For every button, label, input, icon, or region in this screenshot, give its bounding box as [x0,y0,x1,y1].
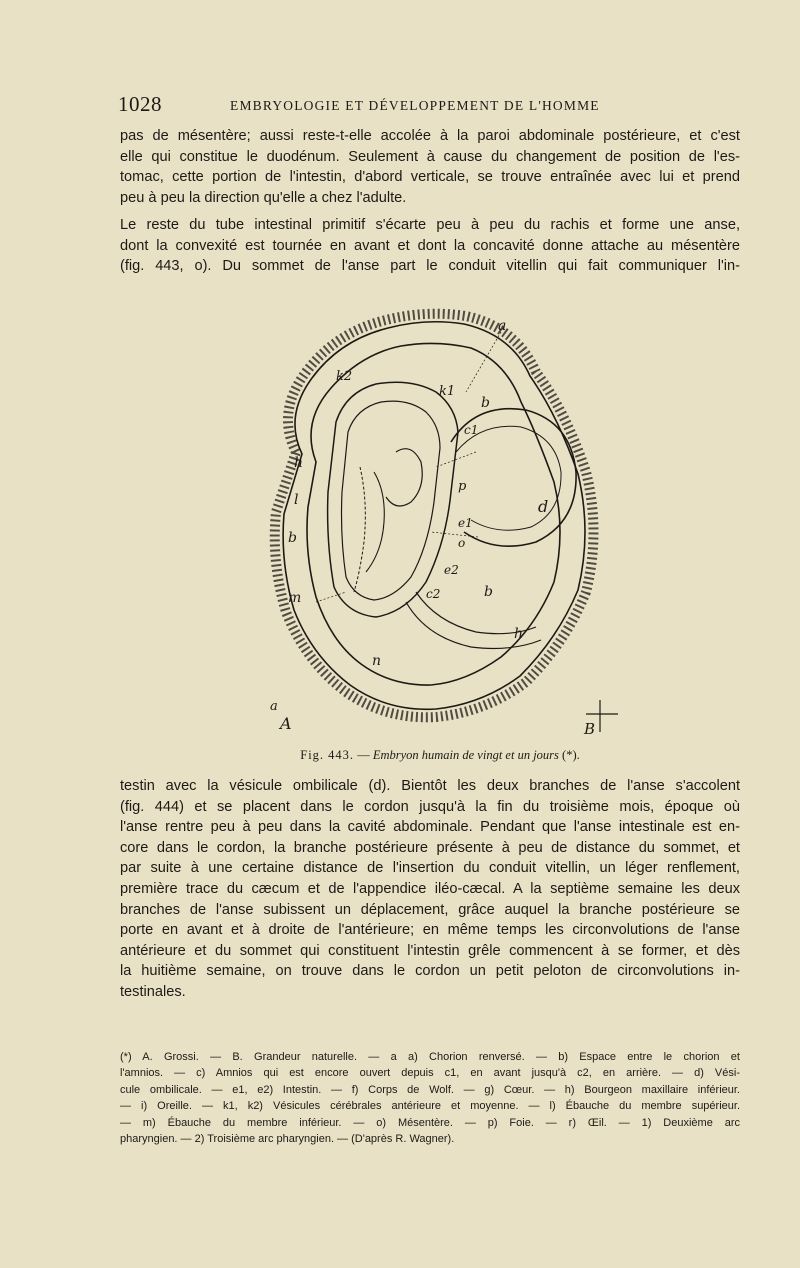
running-title: EMBRYOLOGIE ET DÉVELOPPEMENT DE L'HOMME [230,98,600,113]
footnote-line: pharyngien. — 2) Troisième arc pharyngien. — (D'après R. Wagner). [120,1133,455,1146]
text-line: pas de mésentère; aussi reste-t-elle accolée à la paroi abdominale postérieure, et c'est [120,128,740,144]
label-a-bottom: a [270,699,278,714]
text-line: par suite à une certaine distance de l'insertion du conduit vitellin, un léger renflement, [120,860,740,877]
label-n: n [372,653,382,669]
text-line: Le reste du tube intestinal primitif s'écarte peu à peu du rachis et forme une anse, [120,217,740,233]
label-m: m [288,590,302,606]
embryo-illustration [236,292,636,747]
footnote-line: l'amnios. — c) Amnios qui est encore ouvert depuis c1, en avant jusqu'à c2, en arrière. — d) Vési- [120,1067,740,1080]
label-l: l [294,492,299,508]
footnote-line: cule ombilicale. — e1, e2) Intestin. — f) Corps de Wolf. — g) Cœur. — h) Bourgeon maxillaire inférieur. [120,1083,740,1096]
label-h-right: h [514,626,524,642]
label-h-left: h [294,455,304,471]
caption-dash: — [357,748,370,762]
text-line: porte en avant et à droite de l'antérieure; en même temps les circonvolutions de l'anse [120,922,740,939]
paragraph-3 [120,776,740,1003]
embryo-figure [236,292,636,747]
page-number: 1028 [118,92,162,116]
figure-footnote [120,1049,740,1147]
text-line: testin avec la vésicule ombilicale (d). Bientôt les deux branches de l'anse s'accolent [120,778,740,794]
label-b-lower: b [484,584,493,600]
label-a-top: a [498,318,507,334]
label-A: A [280,714,292,733]
caption-title: Embryon humain de vingt et un jours [372,748,559,762]
text-line: dont la convexité est tournée en avant et dont la concavité donne attache au mésentère [120,237,740,254]
footnote-line: (*) A. Grossi. — B. Grandeur naturelle. — a a) Chorion renversé. — b) Espace entre le chorion et [120,1051,740,1063]
text-line: antérieure et du sommet qui constituent l'intestin grêle commencent à se former, et dès [120,942,740,959]
embryo-body [342,401,441,600]
label-p: p [458,479,467,494]
caption-label: Fig. 443. [300,748,355,762]
text-line: (fig. 443, o). Du sommet de l'anse part le conduit vitellin qui fait communiquer l'in- [120,258,740,275]
paragraph-1 [120,126,740,208]
spine-line [366,472,384,572]
text-line: première trace du cæcum et de l'appendice iléo-cæcal. A la septième semaine les deux [120,880,740,897]
text-line: branches de l'anse subissent un déplacement, grâce auquel la branche postérieure se [120,901,740,918]
footnote-line: — i) Oreille. — k1, k2) Vésicules cérébrales antérieure et moyenne. — l) Ébauche du membre supérieur. [120,1100,740,1113]
label-k1: k1 [439,384,456,399]
running-head [118,90,738,118]
label-e2: e2 [444,563,459,577]
text-line: testinales. [120,983,186,1000]
footnote-line: — m) Ébauche du membre inférieur. — o) Mésentère. — p) Foie. — r) Œil. — 1) Deuxième arc [120,1116,740,1129]
text-line: la huitième semaine, on trouve dans le cordon un petit peloton de circonvolutions in- [120,963,740,980]
paragraph-2 [120,215,740,277]
text-line: elle qui constitue le duodénum. Seulement à cause du changement de position de l'es- [120,148,740,165]
label-d: d [538,497,549,516]
figure-caption [275,748,605,763]
label-b-upper: b [481,395,490,411]
text-line: l'anse rentre peu à peu dans la cavité abdominale. Pendant que l'anse intestinale est en- [120,819,740,836]
caption-mark: (*). [562,748,580,762]
label-B: B [584,720,596,738]
text-line: tomac, cette portion de l'intestin, d'abord verticale, se trouve entraînée avec lui et prend [120,169,740,186]
amnion [328,382,458,617]
wolff-body [354,467,365,592]
label-c2: c2 [426,587,441,601]
label-k2: k2 [336,369,353,384]
heart-outline [386,449,422,506]
label-e1: e1 [458,516,473,530]
text-line: peu à peu la direction qu'elle a chez l'adulte. [120,189,407,206]
text-line: (fig. 444) et se placent dans le cordon jusqu'à la fin du troisième mois, époque où [120,798,740,815]
label-o: o [458,536,466,550]
label-b-left: b [288,530,297,546]
label-c1: c1 [464,423,479,437]
text-line: core dans le cordon, la branche postérieure présente à peu de distance du sommet, et [120,839,740,856]
